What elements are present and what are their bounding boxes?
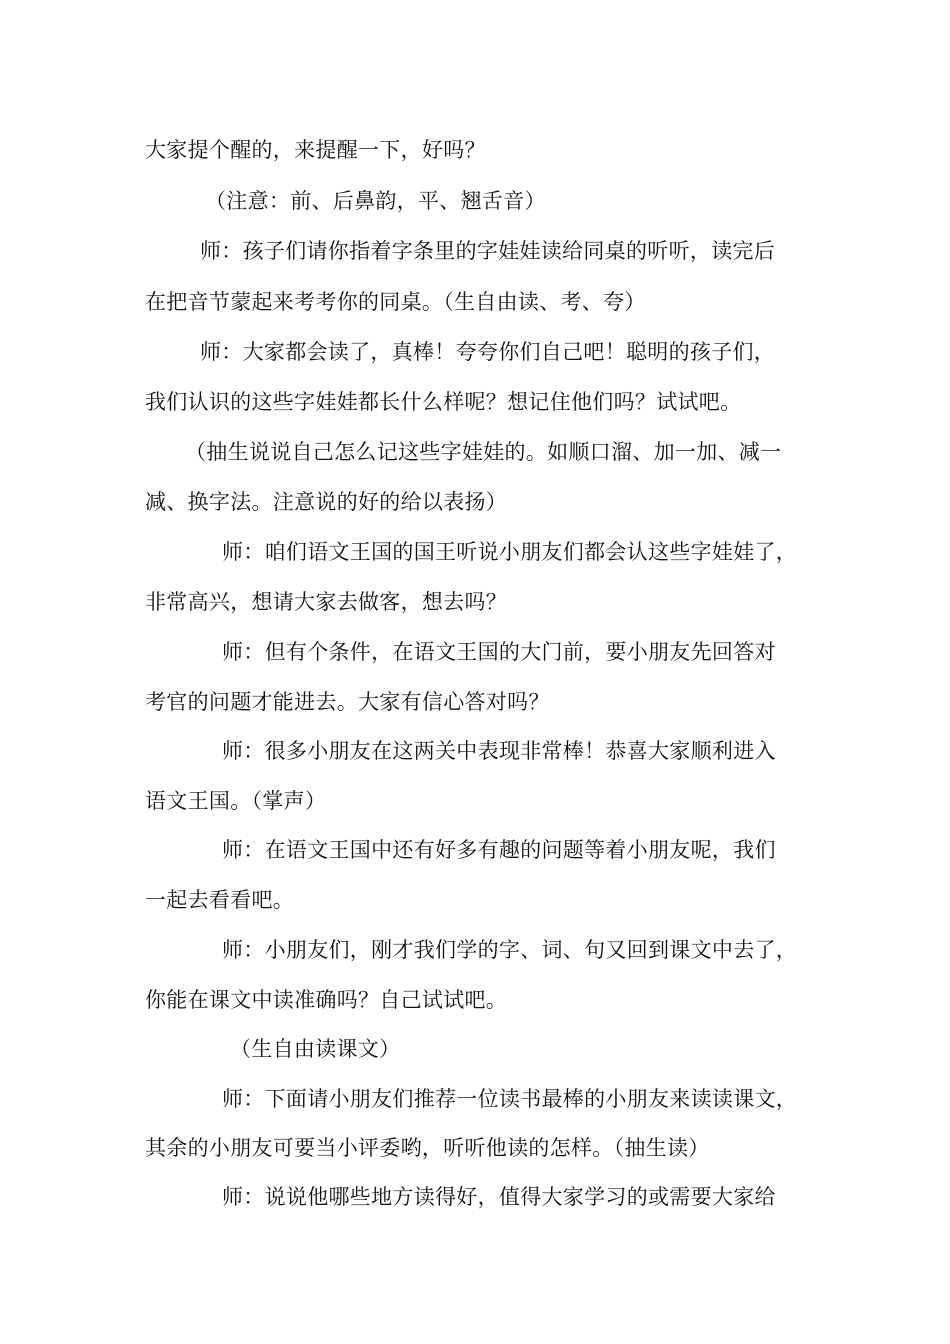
text-line: 师：下面请小朋友们推荐一位读书最棒的小朋友来读读课文， xyxy=(222,1087,798,1111)
text-line: （生自由读课文） xyxy=(230,1037,401,1061)
text-line: 你能在课文中读准确吗？自己试试吧。 xyxy=(145,988,508,1012)
text-line: 在把音节蒙起来考考你的同桌。（生自由读、考、夸） xyxy=(145,290,646,314)
text-line: 师：在语文王国中还有好多有趣的问题等着小朋友呢，我们 xyxy=(222,838,776,862)
text-line: 我们认识的这些字娃娃都长什么样呢？想记住他们吗？试试吧。 xyxy=(145,390,742,414)
text-line: 减、换字法。注意说的好的给以表扬） xyxy=(145,490,508,514)
text-line: 其余的小朋友可要当小评委哟，听听他读的怎样。（抽生读） xyxy=(145,1136,710,1160)
text-line: 师：大家都会读了，真棒！夸夸你们自己吧！聪明的孩子们， xyxy=(200,340,776,364)
text-line: 考官的问题才能进去。大家有信心答对吗？ xyxy=(145,690,550,714)
text-line: （抽生说说自己怎么记这些字娃娃的。如顺口溜、加一加、减一 xyxy=(185,440,782,464)
text-line: 师：小朋友们，刚才我们学的字、词、句又回到课文中去了， xyxy=(222,938,798,962)
text-line: 师：说说他哪些地方读得好，值得大家学习的或需要大家给 xyxy=(222,1185,776,1209)
text-line: 一起去看看吧。 xyxy=(145,888,295,912)
text-line: 大家提个醒的，来提醒一下，好吗？ xyxy=(145,138,486,162)
text-line: 师：但有个条件，在语文王国的大门前，要小朋友先回答对 xyxy=(222,640,776,664)
text-line: 语文王国。（掌声） xyxy=(145,789,327,813)
text-line: 师：孩子们请你指着字条里的字娃娃读给同桌的听听，读完后 xyxy=(200,239,776,263)
text-line: （注意：前、后鼻韵，平、翘舌音） xyxy=(205,189,546,213)
text-line: 师：咱们语文王国的国王听说小朋友们都会认这些字娃娃了， xyxy=(222,540,798,564)
text-line: 师：很多小朋友在这两关中表现非常棒！恭喜大家顺利进入 xyxy=(222,739,776,763)
text-line: 非常高兴，想请大家去做客，想去吗？ xyxy=(145,590,508,614)
